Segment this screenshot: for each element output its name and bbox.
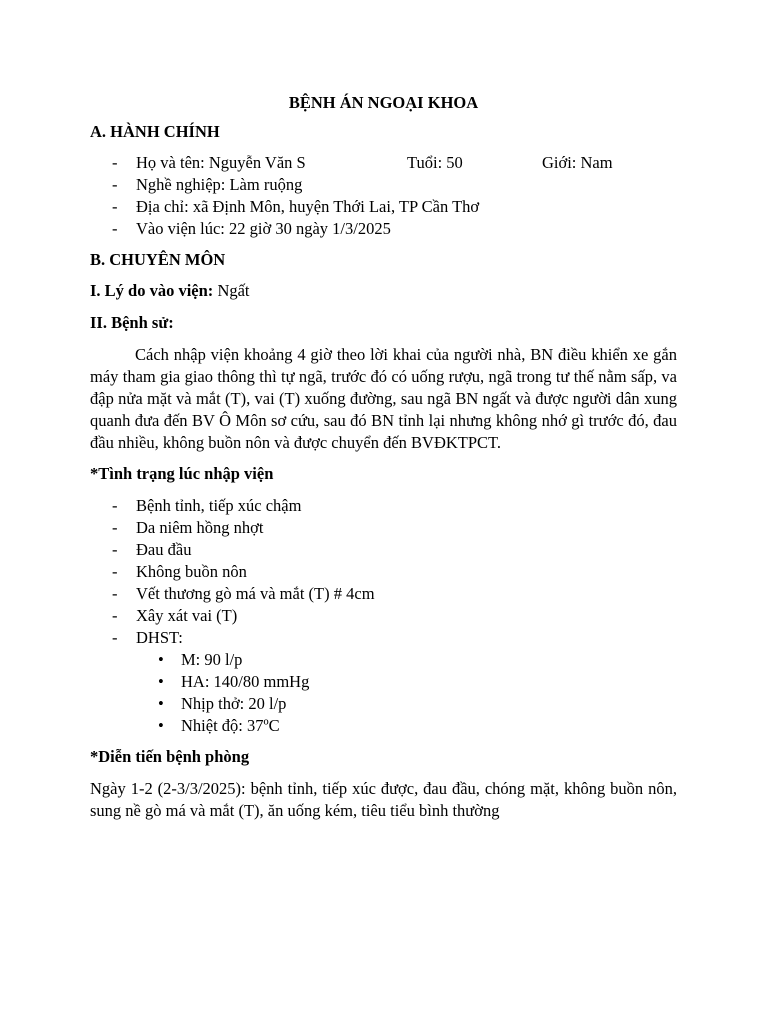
admission-reason-value: Ngất — [213, 281, 250, 300]
patient-address: Địa chỉ: xã Định Môn, huyện Thới Lai, TP Cần Thơ — [136, 197, 480, 216]
list-item — [90, 539, 677, 561]
admission-reason-label: I. Lý do vào viện: — [90, 281, 214, 300]
vital-value: Nhịp thở: 20 l/p — [181, 694, 287, 713]
admission-time: Vào viện lúc: 22 giờ 30 ngày 1/3/2025 — [136, 219, 391, 238]
patient-gender: Giới: Nam — [542, 153, 613, 172]
admission-status-list — [90, 495, 677, 737]
dash-bullet: - — [112, 496, 118, 515]
status-item: Vết thương gò má và mắt (T) # 4cm — [136, 584, 375, 603]
list-item — [90, 605, 677, 627]
dash-bullet: - — [112, 606, 118, 625]
vital-item — [90, 671, 677, 693]
list-item — [90, 583, 677, 605]
bullet-dot-icon: • — [158, 716, 164, 735]
status-item: Xây xát vai (T) — [136, 606, 238, 625]
vital-item — [90, 693, 677, 715]
status-item: Đau đầu — [136, 540, 192, 559]
patient-age: Tuổi: 50 — [407, 153, 463, 172]
vital-item — [90, 715, 677, 737]
vital-item — [90, 649, 677, 671]
dash-bullet: - — [112, 584, 118, 603]
patient-identity-row — [136, 152, 677, 174]
vital-signs-list — [90, 649, 677, 737]
list-item — [90, 152, 677, 174]
list-item — [90, 561, 677, 583]
status-item: Không buồn nôn — [136, 562, 247, 581]
dash-bullet: - — [112, 540, 118, 559]
history-heading: II. Bệnh sử: — [90, 313, 174, 332]
bullet-dot-icon: • — [158, 672, 164, 691]
patient-name: Họ và tên: Nguyễn Văn S — [136, 153, 306, 172]
list-item — [90, 517, 677, 539]
list-item — [90, 495, 677, 517]
list-item — [90, 174, 677, 196]
admission-status-heading: *Tình trạng lúc nhập viện — [90, 464, 274, 483]
progress-text: Ngày 1-2 (2-3/3/2025): bệnh tỉnh, tiếp xúc được, đau đầu, chóng mặt, không buồn nôn, sung nề gò má và mắt (T), ăn uống kém, tiêu tiểu bình thường — [90, 779, 677, 820]
bullet-dot-icon: • — [158, 650, 164, 669]
progress-heading: *Diễn tiến bệnh phòng — [90, 747, 250, 766]
administrative-list — [90, 152, 677, 240]
section-b-heading: B. CHUYÊN MÔN — [90, 250, 226, 269]
dash-bullet: - — [112, 175, 118, 194]
vital-value: M: 90 l/p — [181, 650, 243, 669]
admission-reason — [90, 280, 677, 302]
bullet-dot-icon: • — [158, 694, 164, 713]
document-title: BỆNH ÁN NGOẠI KHOA — [288, 93, 479, 112]
dash-bullet: - — [112, 219, 118, 238]
list-item — [90, 218, 677, 240]
document-page — [90, 92, 677, 822]
dash-bullet: - — [112, 628, 118, 647]
dash-bullet: - — [112, 153, 118, 172]
vital-value: HA: 140/80 mmHg — [181, 672, 310, 691]
list-item — [90, 196, 677, 218]
section-a-heading: A. HÀNH CHÍNH — [90, 122, 220, 141]
dash-bullet: - — [112, 518, 118, 537]
vital-value: Nhiệt độ: 37ºC — [181, 716, 280, 735]
dash-bullet: - — [112, 197, 118, 216]
dash-bullet: - — [112, 562, 118, 581]
status-item: Bệnh tỉnh, tiếp xúc chậm — [136, 496, 302, 515]
list-item — [90, 627, 677, 737]
history-paragraph: Cách nhập viện khoảng 4 giờ theo lời khai của người nhà, BN điều khiển xe gắn máy tham gia giao thông thì tự ngã, trước đó có uống rượu, ngã trong tư thế nằm sấp, va đập nửa mặt và mắt (T), vai (T) xuống đường, sau ngã BN ngất và được người dân xung quanh đưa đến BV Ô Môn sơ cứu, sau đó BN tỉnh lại nhưng không nhớ gì trước đó, đau đầu nhiều, không buồn nôn và được chuyển đến BVĐKTPCT. — [90, 345, 677, 452]
status-item: DHST: — [136, 628, 183, 647]
status-item: Da niêm hồng nhợt — [136, 518, 264, 537]
patient-job: Nghề nghiệp: Làm ruộng — [136, 175, 303, 194]
